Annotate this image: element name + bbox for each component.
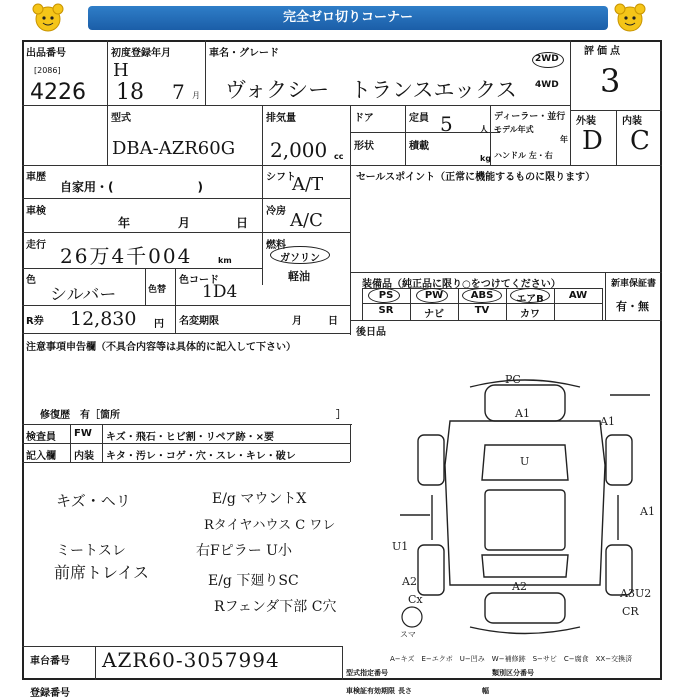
equip-airbag: エアB bbox=[516, 294, 544, 305]
mark-a3u2: A3U2 bbox=[620, 587, 652, 600]
inspection-label: 車検 bbox=[26, 206, 46, 217]
mark-pc: PC bbox=[505, 373, 521, 386]
dealer-label: ディーラー・並行 bbox=[494, 112, 566, 122]
car-name-label: 車名・グレード bbox=[209, 48, 279, 59]
model-value: DBA-AZR60G bbox=[112, 138, 236, 159]
load-unit: kg bbox=[480, 154, 492, 163]
mileage-unit: km bbox=[218, 256, 232, 265]
doors-label: ドア bbox=[354, 113, 374, 124]
tax-label: 名変期限 bbox=[179, 316, 219, 327]
car-name-value: ヴォクシー トランスエックス bbox=[225, 78, 517, 102]
note-3: Rタイヤハウス C ワレ bbox=[204, 518, 336, 533]
displacement-unit: cc bbox=[334, 152, 344, 161]
recycle-label: R券 bbox=[26, 316, 44, 327]
reg-width-label: 幅 bbox=[482, 687, 489, 695]
reg-cert-label: 車検証有効期限 bbox=[346, 687, 395, 695]
note-6: 右Fピラー U小 bbox=[196, 543, 292, 559]
mileage-value: 26万4千004 bbox=[60, 244, 193, 268]
equip-circle-airbag bbox=[510, 288, 550, 303]
equip-circle-abs bbox=[462, 288, 502, 303]
tax-month: 月 bbox=[292, 316, 302, 327]
equip-sr: SR bbox=[378, 305, 394, 316]
equip-circle-pw bbox=[416, 288, 448, 303]
note-7: E/g 下廻りSC bbox=[208, 573, 299, 589]
equip-abs: ABS bbox=[470, 290, 494, 301]
mark-u-hood: U bbox=[520, 455, 530, 468]
note-8: Rフェンダ下部 C穴 bbox=[214, 599, 337, 615]
reg-label: 登録番号 bbox=[30, 688, 70, 699]
new-warranty-label: 新車保証書 bbox=[611, 279, 657, 289]
inspector-row1-head: FW bbox=[74, 428, 92, 439]
mark-a2-left: A2 bbox=[402, 575, 417, 588]
new-warranty-value: 有・無 bbox=[616, 300, 649, 313]
inspector-label-2: 記入欄 bbox=[26, 451, 56, 462]
sales-point-label: セールスポイント（正常に機能するものに限ります） bbox=[356, 172, 596, 183]
car-diagram bbox=[390, 365, 660, 640]
shift-label: シフト bbox=[266, 172, 296, 183]
recycle-unit: 円 bbox=[154, 319, 164, 330]
chassis-label: 車台番号 bbox=[30, 656, 70, 667]
mark-a1-right: A1 bbox=[600, 415, 615, 428]
int-value: C bbox=[630, 126, 650, 156]
inspection-year: 年 bbox=[118, 216, 131, 230]
equip-pw: PW bbox=[424, 290, 444, 301]
equip-aw: AW bbox=[568, 290, 588, 301]
mileage-label: 走行 bbox=[26, 240, 46, 251]
fuel-diesel: 軽油 bbox=[288, 270, 310, 283]
page-title: 完全ゼロ切りコーナー bbox=[88, 6, 608, 30]
capacity-label: 定員 bbox=[409, 113, 429, 124]
repair-label: 修復歴 有［箇所 bbox=[40, 410, 120, 421]
shift-value: A/T bbox=[292, 174, 324, 195]
reg-type-label: 型式指定番号 bbox=[346, 669, 388, 677]
cooler-label: 冷房 bbox=[266, 206, 286, 217]
color-value: シルバー bbox=[50, 285, 117, 305]
grade-value: 3 bbox=[600, 62, 621, 100]
equip-leather: カワ bbox=[520, 309, 540, 320]
mark-a2-rear: A2 bbox=[512, 580, 527, 593]
displacement-label: 排気量 bbox=[266, 113, 296, 124]
usage-label: 車歴 bbox=[26, 172, 46, 183]
first-reg-month-unit: 月 bbox=[192, 91, 200, 100]
equip-tv: TV bbox=[474, 305, 490, 316]
mark-cr: CR bbox=[622, 605, 639, 618]
tax-day: 日 bbox=[328, 316, 338, 327]
inspector-row1: キズ・飛石・ヒビ割・リペア跡・×要 bbox=[106, 432, 274, 443]
drive-4wd: 4WD bbox=[535, 80, 559, 90]
color-kind-label: 色替 bbox=[148, 285, 167, 295]
ext-label: 外装 bbox=[576, 116, 596, 127]
mascot-right-icon bbox=[612, 3, 648, 33]
first-reg-era: H bbox=[113, 60, 129, 81]
ext-value: D bbox=[582, 126, 603, 156]
mascot-left-icon bbox=[30, 3, 66, 33]
load-label: 積載 bbox=[409, 141, 429, 152]
displacement-value: 2,000 bbox=[270, 138, 328, 162]
lot-label: 出品番号 bbox=[26, 48, 66, 59]
lot-sub: [2086] bbox=[34, 66, 61, 75]
recycle-value: 12,830 bbox=[70, 308, 137, 330]
mark-u1: U1 bbox=[392, 540, 409, 553]
inspector-row2: キタ・汚レ・コゲ・穴・スレ・キレ・破レ bbox=[106, 451, 296, 462]
note-1: キズ・ヘリ bbox=[56, 492, 131, 510]
reg-length-label: 長さ bbox=[398, 687, 412, 695]
reg-class-label: 類別区分番号 bbox=[492, 669, 534, 677]
grade-label: 評価点 bbox=[584, 46, 623, 57]
cooler-value: A/C bbox=[290, 210, 323, 231]
inspector-row2-head: 内装 bbox=[74, 451, 94, 462]
equip-ps: PS bbox=[378, 290, 394, 301]
color-code: 1D4 bbox=[202, 282, 238, 302]
inspector-label-1: 検査員 bbox=[26, 432, 56, 443]
int-label: 内装 bbox=[622, 116, 642, 127]
model-year-unit: 年 bbox=[560, 135, 568, 144]
capacity-unit: 人 bbox=[480, 125, 488, 134]
lot-number: 4226 bbox=[30, 80, 86, 105]
inspection-month: 月 bbox=[178, 216, 191, 230]
fuel-label: 燃料 bbox=[266, 240, 286, 251]
usage-value: 自家用・( ) bbox=[60, 180, 203, 194]
chassis-value: AZR60-3057994 bbox=[102, 648, 280, 672]
mark-cx: Cx bbox=[408, 593, 423, 606]
after-fit-label: 後日品 bbox=[356, 327, 386, 338]
mark-suma: スマ bbox=[400, 630, 416, 639]
first-reg-year: 18 bbox=[116, 80, 144, 105]
inspection-day: 日 bbox=[236, 216, 249, 230]
equip-navi: ナビ bbox=[424, 309, 444, 320]
mark-a1-front: A1 bbox=[515, 407, 530, 420]
equipment-label: 装備品（純正品に限り○をつけてください） bbox=[362, 279, 561, 290]
fuel-gasoline: ガソリン bbox=[280, 253, 320, 264]
model-label: 型式 bbox=[111, 113, 131, 124]
note-4: ミートスレ bbox=[56, 543, 126, 559]
note-2: E/g マウントX bbox=[212, 491, 307, 507]
repair-end: ］ bbox=[336, 410, 346, 421]
drive-2wd: 2WD bbox=[535, 54, 559, 64]
mark-a1-side: A1 bbox=[640, 505, 655, 518]
color-label: 色 bbox=[26, 275, 36, 286]
diagram-legend: A−キズ E−エクボ U−凹み W−補修跡 S−サビ C−腐食 XX−交換済 bbox=[390, 655, 633, 663]
note-5: 前席トレイス bbox=[54, 563, 150, 582]
capacity-value: 5 bbox=[440, 112, 453, 136]
shape-label: 形状 bbox=[354, 141, 374, 152]
notes-label: 注意事項申告欄（不具合内容等は具体的に記入して下さい） bbox=[26, 342, 296, 353]
model-year-label: モデル年式 bbox=[494, 125, 534, 134]
first-reg-label: 初度登録年月 bbox=[111, 48, 171, 59]
equip-circle-ps bbox=[368, 288, 400, 303]
first-reg-month: 7 bbox=[172, 80, 185, 104]
color-code-label: 色コード bbox=[179, 275, 219, 286]
handle-label: ハンドル 左・右 bbox=[494, 151, 553, 160]
